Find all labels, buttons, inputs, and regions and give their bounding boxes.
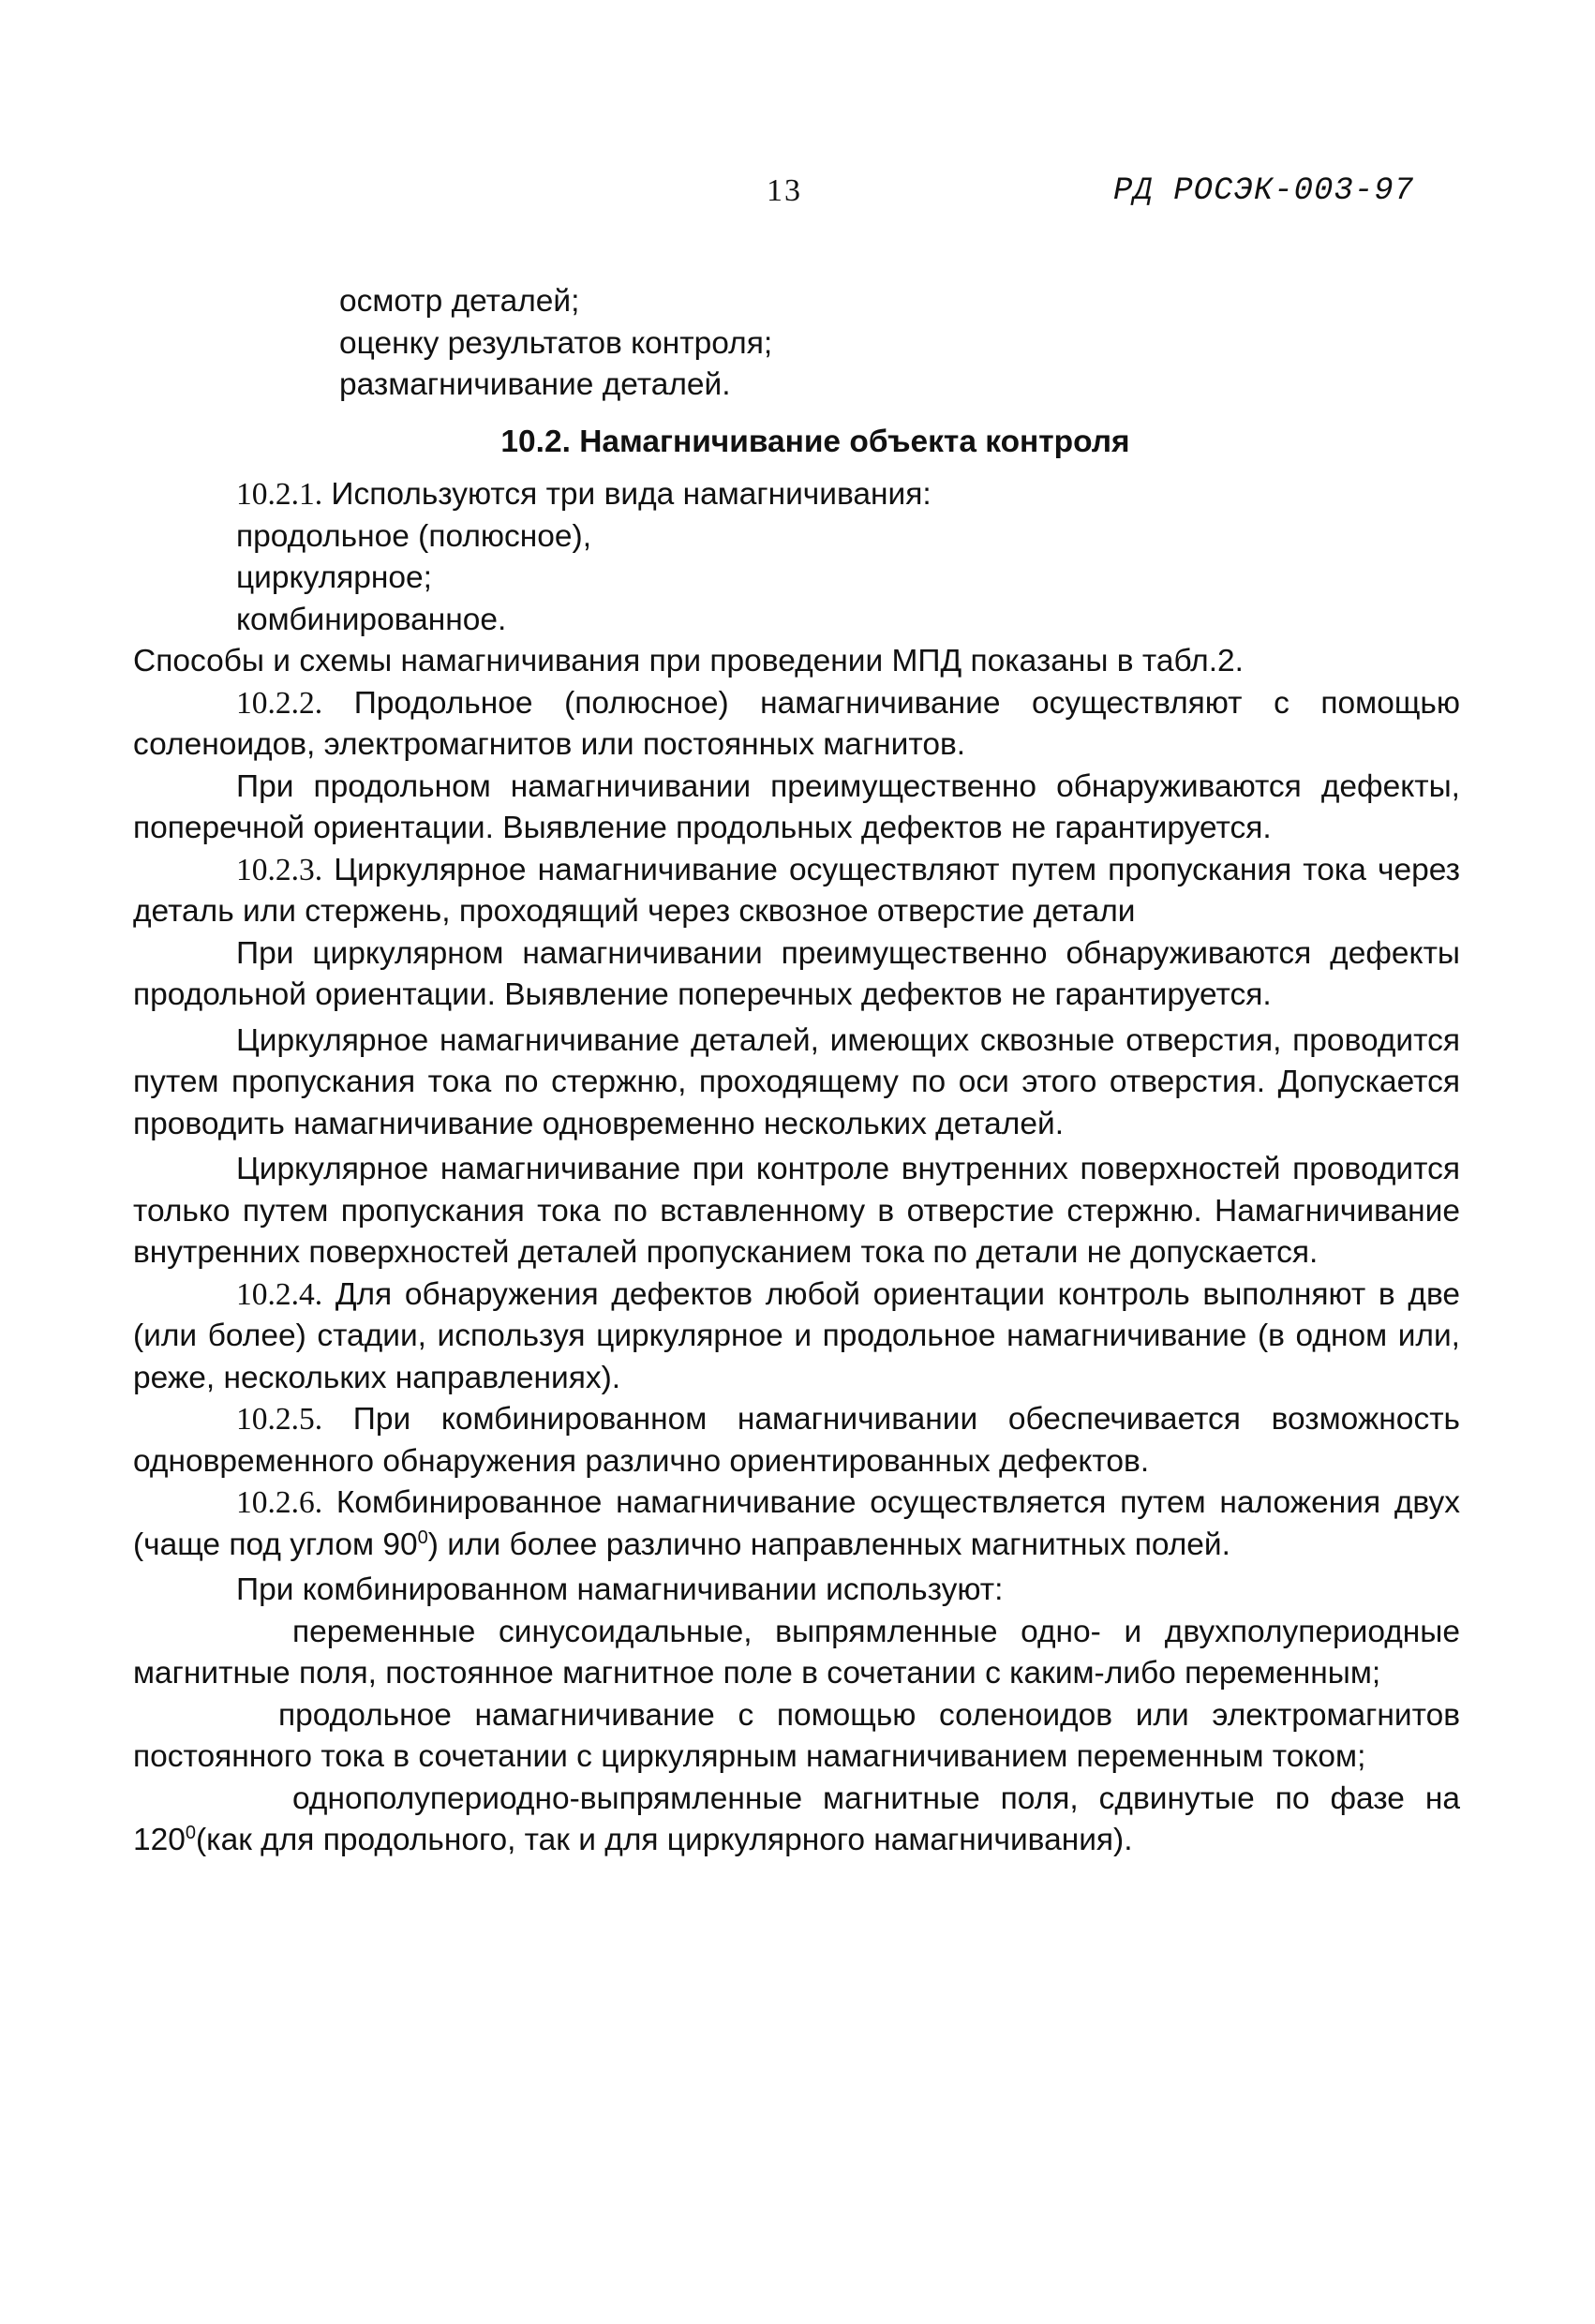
list-item: размагничивание деталей.	[339, 367, 731, 402]
paragraph: При комбинированном намагничивании используют:	[236, 1572, 1004, 1607]
paragraph: При циркулярном намагничивании преимущественно обнаруживаются дефекты продольной ориентации. Выявление поперечных дефектов не гарантируется.	[133, 935, 1460, 1012]
paragraph-10-2-3	[133, 850, 1460, 933]
paragraph-10-2-2	[133, 683, 1460, 767]
clause-number: 10.2.6.	[236, 1485, 323, 1520]
clause-number: 10.2.4.	[236, 1276, 323, 1312]
list-item: продольное намагничивание с помощью соленоидов или электромагнитов постоянного тока в сочетании с циркулярным намагничиванием переменным током;	[133, 1697, 1460, 1774]
list-item: продольное (полюсное),	[236, 518, 592, 554]
list-item-text: (как для продольного, так и для циркулярного намагничивания).	[196, 1823, 1133, 1857]
body-text	[133, 281, 1460, 1862]
paragraph: Циркулярное намагничивание деталей, имеющих сквозные отверстия, проводится путем пропускания тока по стержню, проходящему по оси этого отверстия. Допускается проводить намагничивание одновременно нескольких деталей.	[133, 1022, 1460, 1141]
superscript: 0	[417, 1527, 428, 1548]
page-number: 13	[767, 173, 802, 208]
paragraph-10-2-1	[133, 474, 1460, 516]
section-heading: 10.2. Намагничивание объекта контроля	[500, 424, 1130, 459]
list-item: осмотр деталей;	[339, 284, 580, 319]
list-item	[133, 1779, 1460, 1862]
page-header	[0, 173, 1595, 220]
list-item-text: однополупериодно-выпрямленные магнитные поля, сдвинутые по фазе на 120	[133, 1780, 1460, 1857]
clause-text: Продольное (полюсное) намагничивание осуществляют с помощью соленоидов, электромагнитов или постоянных магнитов.	[133, 685, 1460, 762]
document-code: РД РОСЭК-003-97	[1113, 173, 1415, 209]
clause-number: 10.2.3.	[236, 852, 323, 887]
clause-text: При комбинированном намагничивании обеспечивается возможность одновременного обнаружения различно ориентированных дефектов.	[133, 1402, 1460, 1479]
clause-number: 10.2.2.	[236, 685, 323, 721]
paragraph: При продольном намагничивании преимущественно обнаруживаются дефекты, поперечной ориентации. Выявление продольных дефектов не гарантируется.	[133, 768, 1460, 845]
superscript: 0	[185, 1822, 197, 1843]
clause-text: Для обнаружения дефектов любой ориентации контроль выполняют в две (или более) стадии, используя циркулярное и продольное намагничивание (в одном или, реже, нескольких направлениях).	[133, 1276, 1460, 1395]
paragraph: Циркулярное намагничивание при контроле внутренних поверхностей проводится только путем пропускания тока по вставленному в отверстие стержню. Намагничивание внутренних поверхностей деталей пропусканием тока по детали не допускается.	[133, 1152, 1460, 1270]
paragraph-10-2-5	[133, 1399, 1460, 1482]
list-item: оценку результатов контроля;	[339, 325, 773, 361]
paragraph-10-2-6	[133, 1482, 1460, 1566]
clause-text: Комбинированное намагничивание осуществляется путем наложения двух (чаще под углом 90	[133, 1485, 1460, 1562]
clause-text: ) или более различно направленных магнитных полей.	[427, 1527, 1230, 1562]
clause-text: Циркулярное намагничивание осуществляют путем пропускания тока через деталь или стержень, проходящий через сквозное отверстие детали	[133, 852, 1460, 929]
paragraph: Способы и схемы намагничивания при проведении МПД показаны в табл.2.	[133, 644, 1244, 678]
clause-text: Используются три вида намагничивания:	[322, 477, 932, 512]
list-item: переменные синусоидальные, выпрямленные одно- и двухполупериодные магнитные поля, постоянное магнитное поле в сочетании с каким-либо переменным;	[133, 1614, 1460, 1691]
list-item: комбинированное.	[236, 602, 507, 637]
paragraph-10-2-4	[133, 1274, 1460, 1400]
clause-number: 10.2.1.	[236, 477, 323, 512]
clause-number: 10.2.5.	[236, 1402, 323, 1437]
list-item: циркулярное;	[236, 560, 432, 595]
